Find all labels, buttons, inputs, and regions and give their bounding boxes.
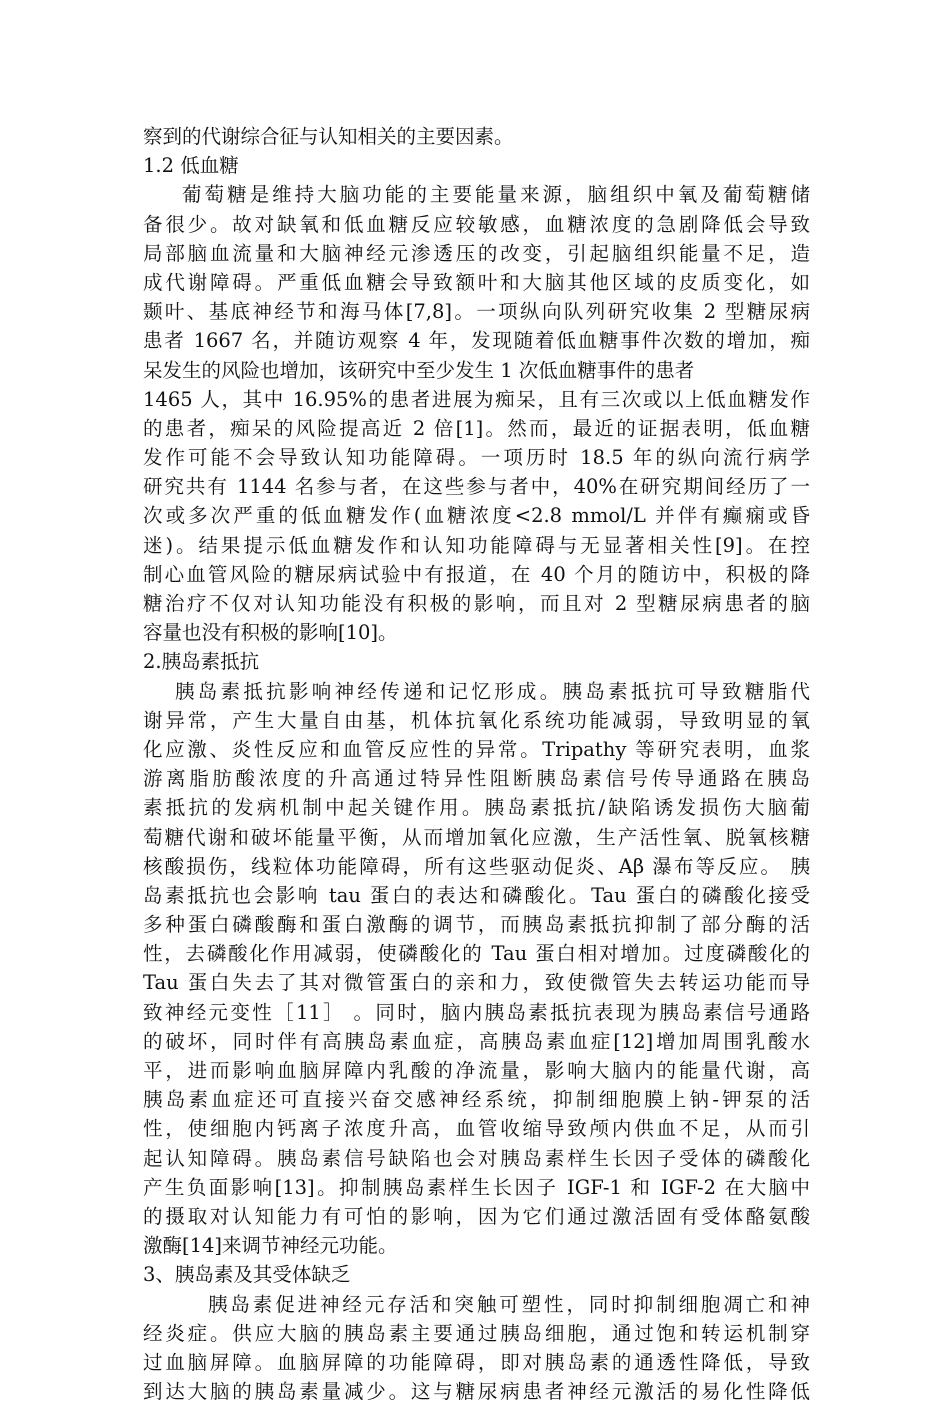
text-line: 1465 人，其中 16.95%的患者进展为痴呆，且有三次或以上低血糖发作: [143, 387, 810, 411]
paragraph-first-line: 胰岛素抵抗影响神经传递和记忆形成。胰岛素抵抗可导致糖脂代: [175, 679, 810, 703]
text-line: 谢异常，产生大量自由基，机体抗氧化系统功能减弱，导致明显的氧: [143, 708, 810, 732]
text-line: 发作可能不会导致认知功能障碍。一项历时 18.5 年的纵向流行病学: [143, 446, 810, 470]
text-line: 次或多次严重的低血糖发作(血糖浓度<2.8 mmol/L 并伴有癫痫或昏: [143, 504, 810, 528]
paragraph-first-line: 葡萄糖是维持大脑功能的主要能量来源，脑组织中氧及葡萄糖储: [182, 183, 810, 207]
text-line: 经炎症。供应大脑的胰岛素主要通过胰岛细胞，通过饱和转运机制穿: [143, 1321, 810, 1345]
text-line: 迷)。结果提示低血糖发作和认知功能障碍与无显著相关性[9]。在控: [143, 533, 810, 557]
text-line: 萄糖代谢和破坏能量平衡，从而增加氧化应激，生产活性氧、脱氧核糖: [143, 825, 810, 849]
text-line: 激酶[14]来调节神经元功能。: [143, 1234, 398, 1258]
text-line: 平，进而影响血脑屏障内乳酸的净流量，影响大脑内的能量代谢，高: [143, 1059, 810, 1082]
text-line: 成代谢障碍。严重低血糖会导致额叶和大脑其他区域的皮质变化，如: [143, 270, 810, 294]
text-line: 游离脂肪酸浓度的升高通过特异性阻断胰岛素信号传导通路在胰岛: [143, 767, 810, 791]
text-line: 制心血管风险的糖尿病试验中有报道，在 40 个月的随访中，积极的降: [143, 562, 810, 586]
text-line: 致神经元变性［11］ 。同时，脑内胰岛素抵抗表现为胰岛素信号通路: [143, 1000, 810, 1024]
text-line: 起认知障碍。胰岛素信号缺陷也会对胰岛素样生长因子受体的磷酸化: [143, 1146, 810, 1170]
text-line: 患者 1667 名，并随访观察 4 年，发现随着低血糖事件次数的增加，痴: [143, 329, 810, 353]
text-line: 察到的代谢综合征与认知相关的主要因素。: [143, 125, 514, 148]
text-line: 胰岛素血症还可直接兴奋交感神经系统，抑制细胞膜上钠-钾泵的活: [143, 1088, 810, 1112]
text-line: Tau 蛋白失去了其对微管蛋白的亲和力，致使微管失去转运功能而导: [143, 971, 810, 995]
text-line: 的患者，痴呆的风险提高近 2 倍[1]。然而，最近的证据表明，低血糖: [143, 416, 810, 440]
section-heading-1-2: 1.2 低血糖: [143, 154, 239, 178]
section-heading-2: 2.胰岛素抵抗: [143, 650, 260, 674]
text-line: 糖治疗不仅对认知功能没有积极的影响，而且对 2 型糖尿病患者的脑: [143, 592, 810, 615]
text-line: 过血脑屏障。血脑屏障的功能障碍，即对胰岛素的通透性降低，导致: [143, 1350, 810, 1374]
text-line: 呆发生的风险也增加，该研究中至少发生 1 次低血糖事件的患者: [143, 358, 695, 382]
text-line: 的摄取对认知能力有可怕的影响，因为它们通过激活固有受体酪氨酸: [143, 1204, 810, 1228]
text-line: 性，使细胞内钙离子浓度升高，血管收缩导致颅内供血不足，从而引: [143, 1117, 810, 1141]
text-line: 素抵抗的发病机制中起关键作用。胰岛素抵抗/缺陷诱发损伤大脑葡: [143, 796, 810, 820]
section-heading-3: 3、胰岛素及其受体缺乏: [143, 1263, 351, 1287]
text-line: 备很少。故对缺氧和低血糖反应较敏感，血糖浓度的急剧降低会导致: [143, 212, 810, 236]
text-line: 的破坏，同时伴有高胰岛素血症，高胰岛素血症[12]增加周围乳酸水: [143, 1029, 810, 1053]
paragraph-first-line: 胰岛素促进神经元存活和突触可塑性，同时抑制细胞凋亡和神: [208, 1292, 810, 1316]
text-line: 产生负面影响[13]。抑制胰岛素样生长因子 IGF-1 和 IGF-2 在大脑中: [143, 1175, 810, 1199]
text-line: 性，去磷酸化作用减弱，使磷酸化的 Tau 蛋白相对增加。过度磷酸化的: [143, 942, 810, 966]
text-line: 局部脑血流量和大脑神经元渗透压的改变，引起脑组织能量不足，造: [143, 241, 810, 265]
document-body: [143, 122, 810, 1406]
text-line: 容量也没有积极的影响[10]。: [143, 621, 398, 645]
text-line: 化应激、炎性反应和血管反应性的异常。Tripathy 等研究表明，血浆: [143, 737, 810, 761]
text-line: 核酸损伤，线粒体功能障碍，所有这些驱动促炎、Aβ 瀑布等反应。 胰: [143, 854, 810, 878]
text-line: 岛素抵抗也会影响 tau 蛋白的表达和磷酸化。Tau 蛋白的磷酸化接受: [143, 883, 810, 907]
text-line: 研究共有 1144 名参与者，在这些参与者中，40%在研究期间经历了一: [143, 475, 810, 499]
text-line: 多种蛋白磷酸酶和蛋白激酶的调节，而胰岛素抵抗抑制了部分酶的活: [143, 913, 810, 937]
text-line: 颞叶、基底神经节和海马体[7,8]。一项纵向队列研究收集 2 型糖尿病: [143, 300, 810, 324]
text-line: 到达大脑的胰岛素量减少。这与糖尿病患者神经元激活的易化性降低: [143, 1380, 810, 1404]
